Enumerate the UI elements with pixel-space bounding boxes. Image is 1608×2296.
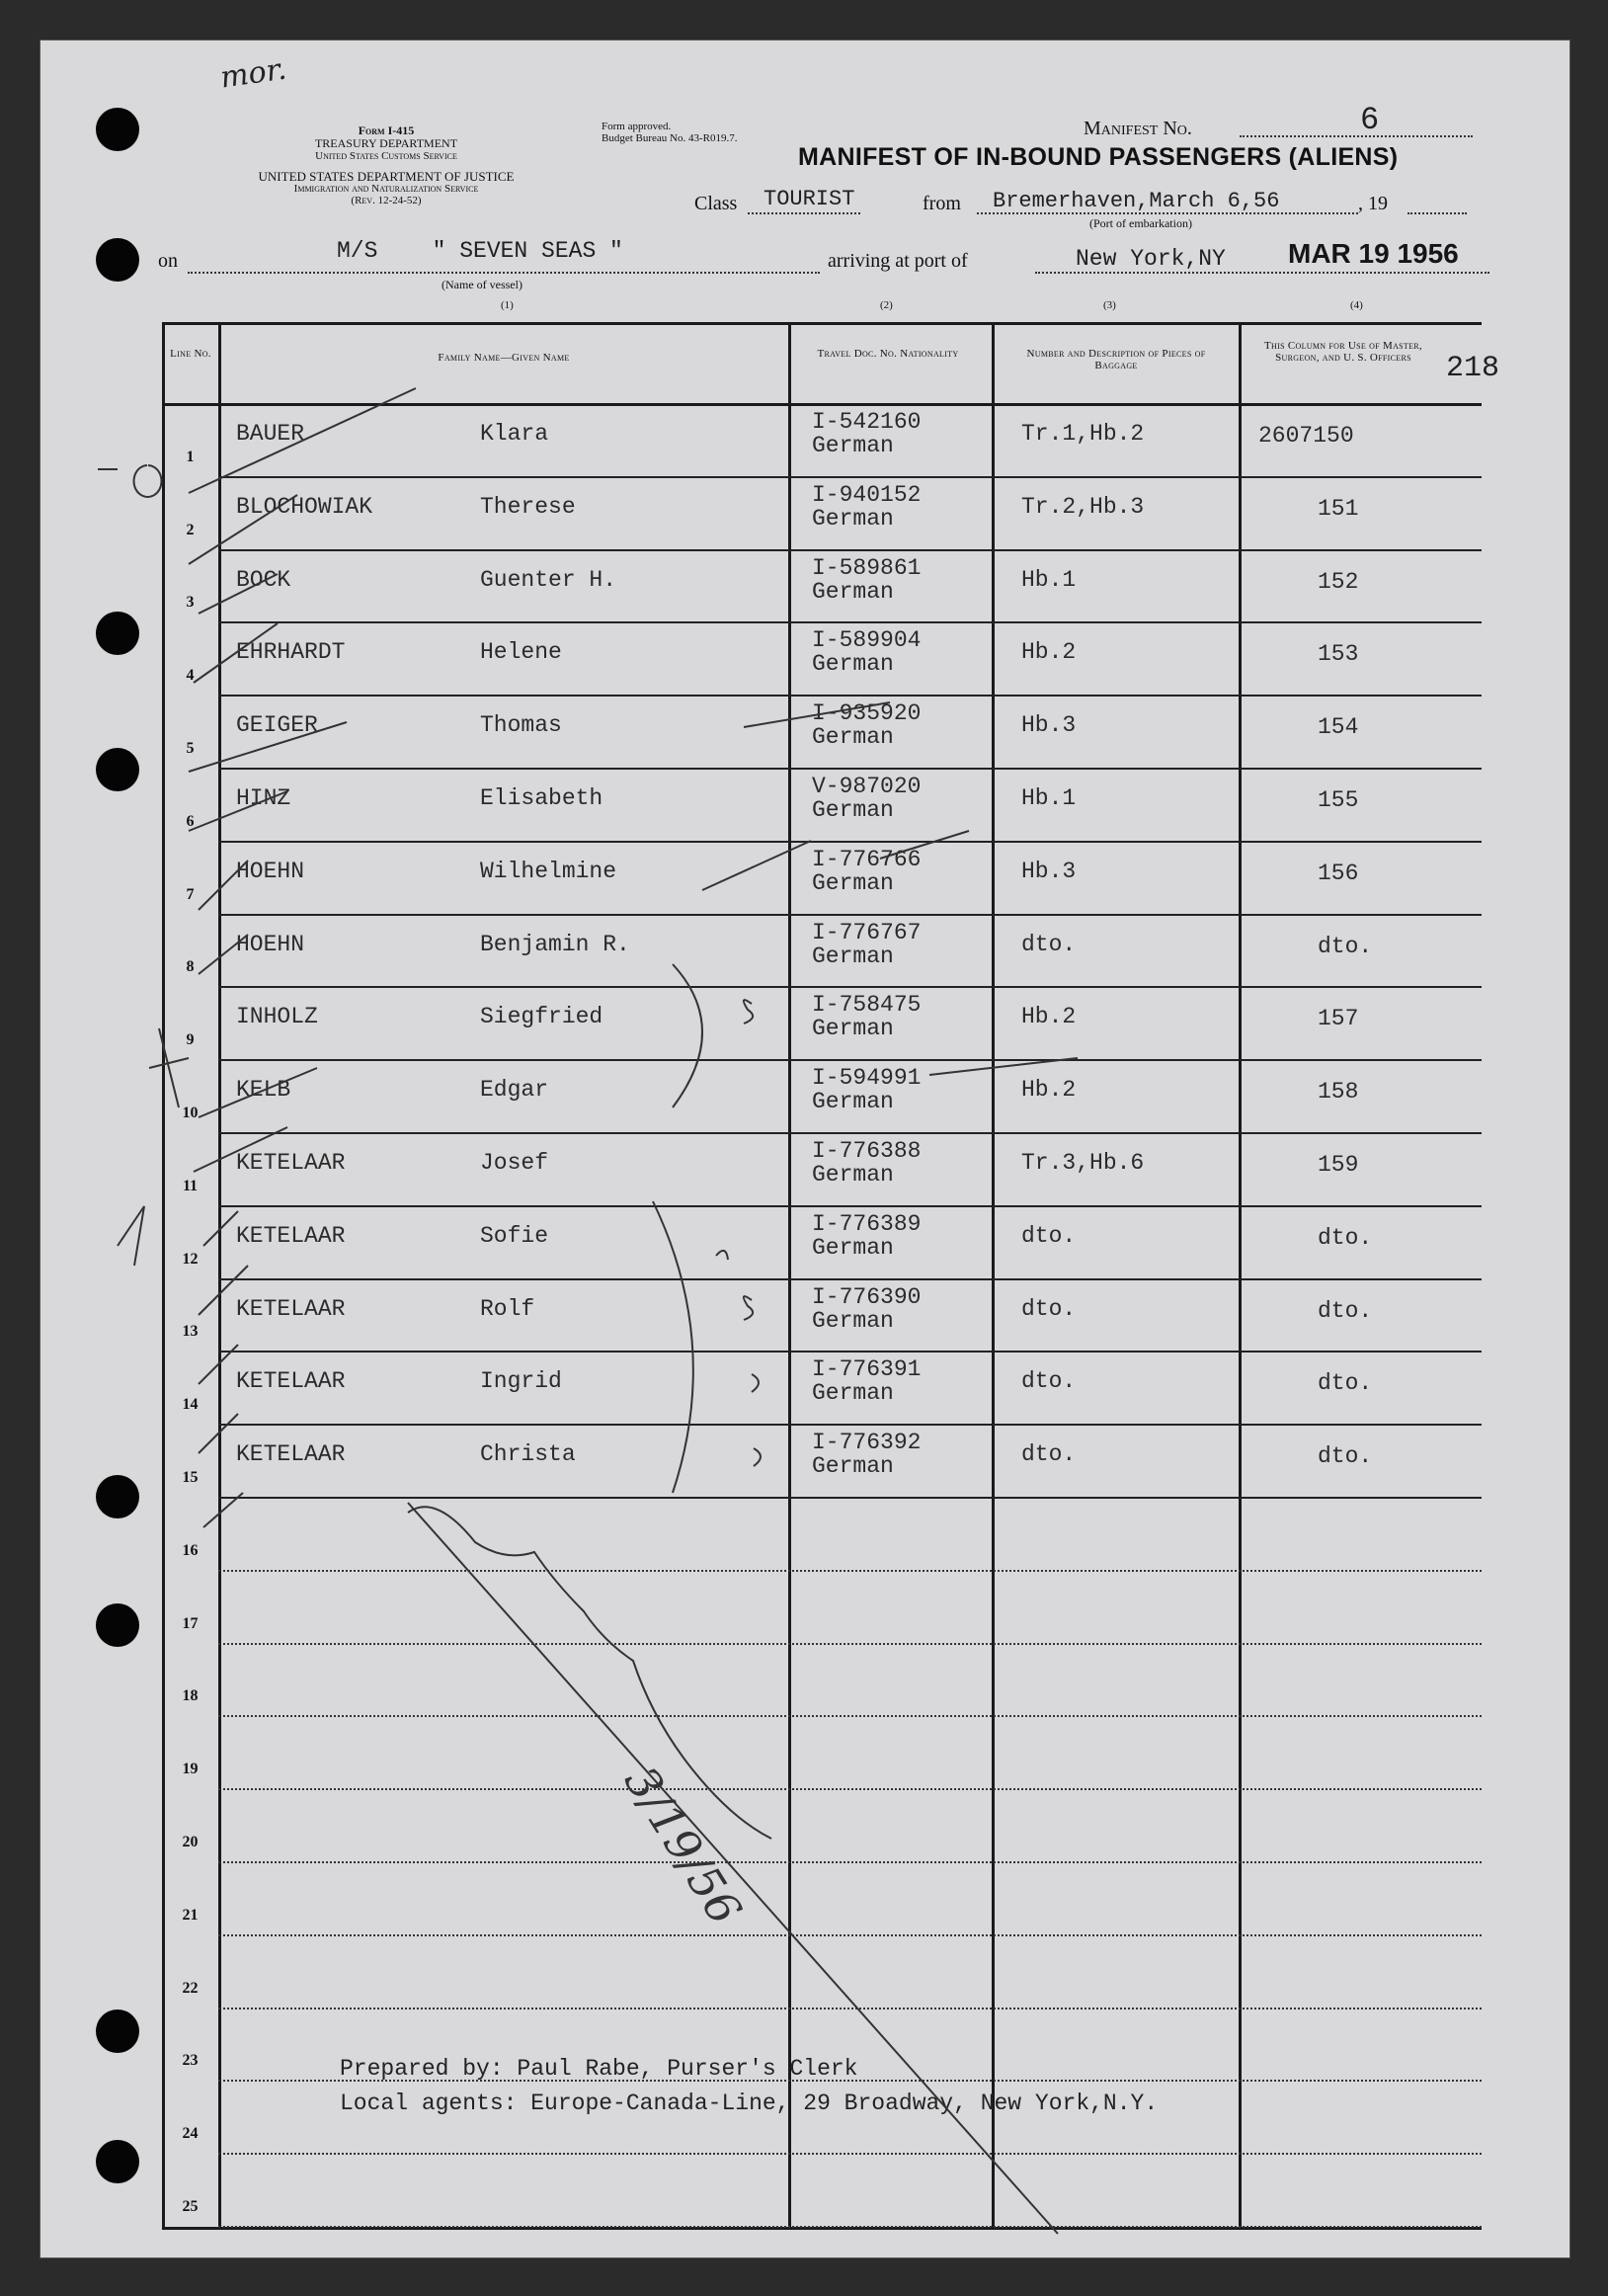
- check-mark: [203, 1493, 243, 1527]
- baggage: Tr.3,Hb.6: [1021, 1150, 1145, 1176]
- left-margin-mark: [149, 1028, 189, 1107]
- family-name: BOCK: [236, 566, 291, 593]
- baggage: Hb.1: [1021, 566, 1077, 593]
- baggage: Hb.2: [1021, 1004, 1077, 1030]
- officer-entry: dto.: [1318, 933, 1373, 959]
- margin-mark: [744, 1000, 753, 1024]
- class-value: TOURIST: [764, 187, 855, 211]
- signature: [408, 1507, 771, 1839]
- check-mark: [702, 841, 811, 890]
- nationality: German: [812, 943, 894, 969]
- col-number-4: (4): [1350, 299, 1363, 311]
- check-mark: [189, 495, 297, 564]
- given-name: Wilhelmine: [480, 858, 617, 884]
- travel-doc-number: I-758475: [812, 992, 922, 1019]
- family-name: KELB: [236, 1077, 291, 1104]
- nationality: German: [812, 1380, 894, 1407]
- family-name: EHRHARDT: [236, 639, 346, 666]
- nationality: German: [812, 869, 894, 896]
- travel-doc-number: I-542160: [812, 409, 922, 435]
- check-mark: [199, 574, 278, 614]
- baggage: dto.: [1021, 1441, 1077, 1468]
- family-name: HOEHN: [236, 858, 305, 884]
- col-number-1: (1): [501, 299, 514, 311]
- line-number: 4: [186, 667, 195, 685]
- baggage: Tr.2,Hb.3: [1021, 493, 1145, 520]
- given-name: Klara: [480, 421, 549, 447]
- officer-entry: 157: [1318, 1006, 1359, 1032]
- bracket: [653, 1201, 693, 1493]
- local-agents: Local agents: Europe-Canada-Line, 29 Broadway, New York,N.Y.: [340, 2091, 1159, 2116]
- family-name: KETELAAR: [236, 1368, 346, 1395]
- check-mark: [203, 1211, 238, 1246]
- line-number: 23: [182, 2052, 199, 2070]
- family-name: KETELAAR: [236, 1222, 346, 1249]
- officer-entry: dto.: [1318, 1224, 1373, 1251]
- family-name: BAUER: [236, 421, 305, 447]
- travel-doc-number: I-776766: [812, 846, 922, 872]
- line-number: 8: [186, 958, 195, 976]
- line-number: 22: [182, 1979, 199, 1997]
- line-number: 20: [182, 1834, 199, 1850]
- line-number: 2: [186, 521, 195, 538]
- line-number: 7: [186, 885, 195, 903]
- officer-entry: 151: [1318, 495, 1359, 522]
- from-value: Bremerhaven,March 6,56: [993, 189, 1280, 213]
- given-name: Helene: [480, 639, 562, 666]
- nationality: German: [812, 1307, 894, 1334]
- line-number: 1: [186, 448, 195, 465]
- nationality: German: [812, 1453, 894, 1480]
- given-name: Christa: [480, 1441, 576, 1468]
- officer-entry: 153: [1318, 641, 1359, 668]
- header-line-no: Line No.: [170, 348, 211, 360]
- signature-date: 3/19/56: [613, 1757, 753, 1934]
- travel-doc-number: I-776388: [812, 1138, 922, 1164]
- given-name: Guenter H.: [480, 566, 617, 593]
- line-number: 10: [182, 1105, 199, 1121]
- check-mark: [199, 935, 248, 974]
- margin-mark: [754, 1448, 761, 1466]
- justice-dept: UNITED STATES DEPARTMENT OF JUSTICE: [258, 169, 515, 184]
- handwritten-note: mor.: [217, 51, 289, 96]
- line-number: 15: [182, 1469, 199, 1486]
- officer-entry: 158: [1318, 1079, 1359, 1106]
- header-baggage: Number and Description of Pieces of Baggage: [1026, 348, 1206, 371]
- budget-bureau: Budget Bureau No. 43-R019.7.: [602, 132, 738, 144]
- travel-doc-number: I-776391: [812, 1356, 922, 1383]
- given-name: Therese: [480, 493, 576, 520]
- line-number: 19: [182, 1761, 199, 1778]
- col-number-3: (3): [1103, 299, 1116, 311]
- signature-slash: [408, 1503, 1058, 2234]
- class-label: Class: [694, 193, 738, 214]
- nationality: German: [812, 578, 894, 605]
- nationality: German: [812, 797, 894, 823]
- arriving-label: arriving at port of: [828, 250, 968, 272]
- baggage: Hb.2: [1021, 1077, 1077, 1104]
- revision: (Rev. 12-24-52): [351, 195, 422, 206]
- check-mark: [199, 861, 248, 910]
- baggage: dto.: [1021, 1295, 1077, 1322]
- margin-mark: [752, 1374, 759, 1392]
- customs-service: United States Customs Service: [315, 150, 457, 162]
- header-name: Family Name—Given Name: [438, 352, 570, 364]
- form-approved: Form approved.: [602, 121, 672, 132]
- arrival-port: New York,NY: [1076, 246, 1226, 272]
- travel-doc-number: I-589861: [812, 554, 922, 581]
- given-name: Benjamin R.: [480, 931, 630, 957]
- margin-mark: [744, 1296, 753, 1320]
- left-margin-mark: [134, 465, 162, 497]
- from-label: from: [923, 193, 961, 214]
- line-number: 16: [182, 1541, 199, 1559]
- travel-doc-number: I-776390: [812, 1283, 922, 1310]
- nationality: German: [812, 1089, 894, 1115]
- family-name: KETELAAR: [236, 1150, 346, 1176]
- line-number: 3: [186, 594, 195, 612]
- line-number: 5: [186, 740, 195, 757]
- nationality: German: [812, 1234, 894, 1261]
- family-name: HOEHN: [236, 931, 305, 957]
- baggage: Hb.2: [1021, 639, 1077, 666]
- baggage: Hb.3: [1021, 858, 1077, 884]
- baggage: Hb.1: [1021, 785, 1077, 811]
- officer-entry: 156: [1318, 860, 1359, 886]
- nationality: German: [812, 651, 894, 678]
- travel-doc-number: I-940152: [812, 481, 922, 508]
- line-number: 14: [182, 1396, 199, 1414]
- travel-doc-number: I-935920: [812, 700, 922, 727]
- travel-doc-number: I-776392: [812, 1430, 922, 1456]
- travel-doc-number: V-987020: [812, 774, 922, 799]
- prepared-by: Prepared by: Paul Rabe, Purser's Clerk: [340, 2056, 858, 2082]
- line-number: 9: [186, 1031, 195, 1049]
- col-number-2: (2): [880, 299, 893, 311]
- manifest-title: MANIFEST OF IN-BOUND PASSENGERS (ALIENS): [798, 143, 1399, 171]
- bracket: [673, 964, 702, 1107]
- given-name: Ingrid: [480, 1368, 562, 1395]
- officer-entry: dto.: [1318, 1443, 1373, 1470]
- line-number: 11: [182, 1177, 199, 1194]
- check-mark: [199, 1266, 248, 1315]
- family-name: BLOCHOWIAK: [236, 493, 373, 520]
- arrival-date-stamp: MAR 19 1956: [1288, 238, 1459, 269]
- line-number: 24: [182, 2125, 199, 2143]
- officer-entry: 154: [1318, 714, 1359, 741]
- officer-entry: 159: [1318, 1152, 1359, 1178]
- family-name: INHOLZ: [236, 1004, 318, 1030]
- check-mark: [189, 722, 347, 772]
- handwriting-overlay: [40, 41, 1569, 2257]
- check-mark: [189, 791, 287, 831]
- baggage: Tr.1,Hb.2: [1021, 421, 1145, 447]
- manifest-number: 6: [1360, 102, 1380, 138]
- family-name: GEIGER: [236, 712, 318, 739]
- officer-entry: 155: [1318, 787, 1359, 813]
- line-number: 17: [182, 1614, 199, 1632]
- travel-doc-number: I-776389: [812, 1210, 922, 1237]
- manifest-label: Manifest No.: [1084, 118, 1192, 139]
- given-name: Josef: [480, 1150, 549, 1176]
- check-mark: [880, 831, 969, 859]
- officer-entry: 2607150: [1258, 423, 1354, 449]
- header-officers: This Column for Use of Master, Surgeon, and U. S. Officers: [1264, 340, 1422, 364]
- given-name: Rolf: [480, 1295, 535, 1322]
- given-name: Sofie: [480, 1222, 549, 1249]
- given-name: Elisabeth: [480, 785, 603, 811]
- check-mark: [194, 623, 278, 683]
- nationality: German: [812, 1162, 894, 1188]
- travel-doc-number: I-594991: [812, 1065, 922, 1092]
- officer-entry: dto.: [1318, 1370, 1373, 1397]
- baggage: dto.: [1021, 1222, 1077, 1249]
- line-number: 21: [182, 1906, 199, 1924]
- left-margin-mark: [118, 1206, 144, 1266]
- family-name: HINZ: [236, 785, 291, 811]
- header-travel-doc: Travel Doc. No. Nationality: [817, 348, 959, 360]
- family-name: KETELAAR: [236, 1295, 346, 1322]
- baggage: Hb.3: [1021, 712, 1077, 739]
- given-name: Edgar: [480, 1077, 549, 1104]
- nationality: German: [812, 505, 894, 532]
- given-name: Siegfried: [480, 1004, 603, 1030]
- line-number: 12: [182, 1250, 199, 1268]
- vessel-name: M/S " SEVEN SEAS ": [337, 238, 623, 264]
- given-name: Thomas: [480, 712, 562, 739]
- line-number: 25: [182, 2198, 199, 2215]
- year-label: , 19: [1358, 193, 1388, 214]
- manifest-sheet: [40, 40, 1570, 2258]
- vessel-caption: (Name of vessel): [442, 278, 523, 291]
- ins-service: Immigration and Naturalization Service: [293, 183, 479, 195]
- check-mark: [199, 1414, 238, 1453]
- page-number: 218: [1446, 352, 1500, 385]
- treasury-dept: TREASURY DEPARTMENT: [314, 136, 458, 150]
- check-mark: [194, 1127, 287, 1172]
- check-mark: [199, 1345, 238, 1384]
- officer-entry: 152: [1318, 568, 1359, 595]
- check-mark: [929, 1058, 1078, 1075]
- nationality: German: [812, 724, 894, 751]
- baggage: dto.: [1021, 1368, 1077, 1395]
- port-embark-caption: (Port of embarkation): [1089, 216, 1192, 230]
- travel-doc-number: I-589904: [812, 627, 922, 654]
- travel-doc-number: I-776767: [812, 919, 922, 945]
- baggage: dto.: [1021, 931, 1077, 957]
- on-label: on: [158, 250, 178, 272]
- line-number: 6: [186, 812, 195, 830]
- nationality: German: [812, 433, 894, 458]
- margin-mark: [716, 1251, 728, 1260]
- family-name: KETELAAR: [236, 1441, 346, 1468]
- nationality: German: [812, 1016, 894, 1042]
- line-number: 18: [182, 1687, 199, 1705]
- check-mark: [199, 1068, 317, 1117]
- line-number: 13: [182, 1323, 199, 1341]
- form-number: Form I-415: [358, 123, 415, 137]
- check-mark: [744, 702, 890, 727]
- officer-entry: dto.: [1318, 1297, 1373, 1324]
- check-mark: [189, 388, 416, 493]
